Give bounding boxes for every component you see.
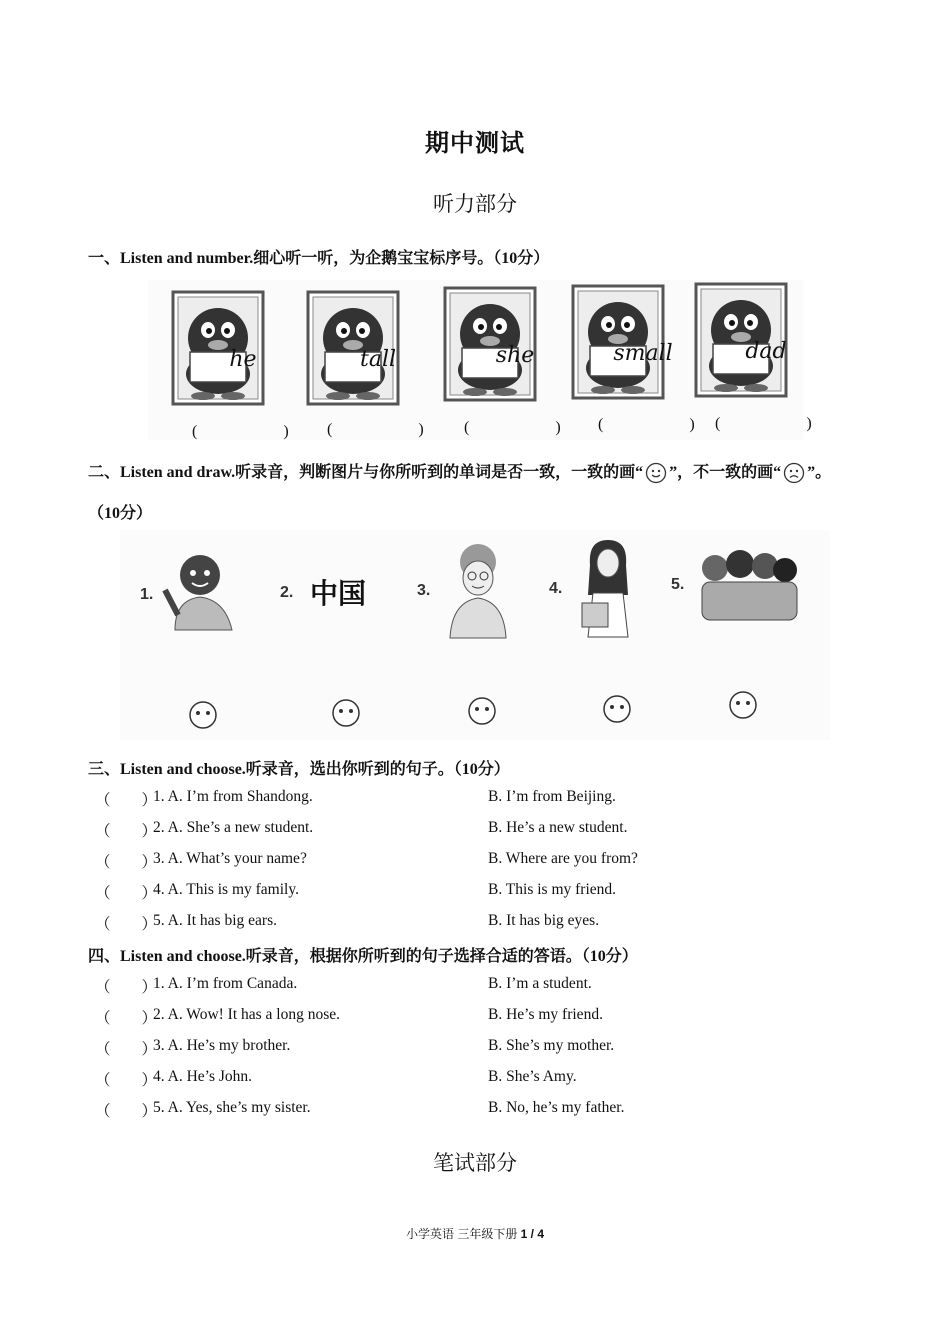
option-a: 5. A. It has big ears. bbox=[153, 912, 277, 929]
question-row bbox=[95, 975, 875, 999]
question-row bbox=[95, 850, 875, 874]
option-a: 4. A. This is my family. bbox=[153, 881, 299, 898]
option-a: 2. A. She’s a new student. bbox=[153, 819, 314, 836]
item-number: 5. bbox=[671, 576, 685, 593]
children-group-picture bbox=[690, 540, 800, 625]
option-b: B. This is my friend. bbox=[488, 881, 617, 898]
answer-blank[interactable]: ( ) bbox=[715, 415, 830, 432]
question-row bbox=[95, 819, 875, 843]
section1-heading: 一、Listen and number.细心听一听，为企鹅宝宝标序号。（10分） bbox=[88, 250, 550, 267]
question-row bbox=[95, 1006, 875, 1030]
smiley-face-icon[interactable] bbox=[602, 694, 632, 724]
option-b: B. Where are you from? bbox=[488, 850, 638, 867]
draw-pictures-panel bbox=[120, 530, 830, 740]
answer-blank[interactable]: （ ） bbox=[95, 1072, 158, 1089]
smiley-face-icon[interactable] bbox=[331, 698, 361, 728]
smiley-face-icon[interactable] bbox=[728, 690, 758, 720]
sad-face-icon bbox=[783, 462, 805, 484]
option-a: 1. A. I’m from Canada. bbox=[153, 975, 298, 992]
answer-blank[interactable]: （ ） bbox=[95, 1041, 158, 1058]
option-b: B. She’s my mother. bbox=[488, 1037, 615, 1054]
option-b: B. No, he’s my father. bbox=[488, 1099, 625, 1116]
section2-score: （10分） bbox=[88, 505, 153, 522]
answer-blank[interactable]: （ ） bbox=[95, 823, 158, 840]
footer-text: 小学英语 三年级下册 bbox=[405, 1227, 521, 1241]
option-b: B. He’s a new student. bbox=[488, 819, 628, 836]
answer-blank[interactable]: （ ） bbox=[95, 916, 158, 933]
option-a: 3. A. What’s your name? bbox=[153, 850, 307, 867]
answer-blank[interactable]: （ ） bbox=[95, 1010, 158, 1027]
answer-blank[interactable]: ( ) bbox=[598, 416, 713, 433]
question-row bbox=[95, 1037, 875, 1061]
option-a: 5. A. Yes, she’s my sister. bbox=[153, 1099, 311, 1116]
woman-picture bbox=[568, 535, 648, 640]
smiley-face-icon[interactable] bbox=[467, 696, 497, 726]
item-number: 4. bbox=[549, 580, 563, 597]
penguin-cards-panel bbox=[148, 280, 830, 440]
option-a: 3. A. He’s my brother. bbox=[153, 1037, 291, 1054]
answer-blank[interactable]: ( ) bbox=[464, 419, 579, 436]
page-number: 1 / 4 bbox=[520, 1227, 545, 1241]
smiley-face-icon[interactable] bbox=[188, 700, 218, 730]
card-word: small bbox=[613, 341, 673, 366]
question-row bbox=[95, 1068, 875, 1092]
page-footer bbox=[0, 1225, 950, 1242]
card-word: she bbox=[495, 343, 535, 368]
answer-blank[interactable]: ( ) bbox=[192, 423, 307, 440]
option-a: 4. A. He’s John. bbox=[153, 1068, 253, 1085]
china-characters: 中国 bbox=[310, 577, 367, 610]
answer-blank[interactable]: （ ） bbox=[95, 885, 158, 902]
smiley-face-icon bbox=[645, 462, 667, 484]
question-row bbox=[95, 912, 875, 936]
answer-blank[interactable]: ( ) bbox=[327, 421, 442, 438]
answer-blank[interactable]: （ ） bbox=[95, 979, 158, 996]
item-number: 2. bbox=[280, 584, 294, 601]
question-row bbox=[95, 1099, 875, 1123]
card-word: dad bbox=[745, 339, 787, 364]
writing-part-title: 笔试部分 bbox=[433, 1151, 517, 1175]
question-row bbox=[95, 881, 875, 905]
grandma-picture bbox=[438, 540, 518, 640]
answer-blank[interactable]: （ ） bbox=[95, 1103, 158, 1120]
page-title: 期中测试 bbox=[425, 131, 525, 157]
item-number: 1. bbox=[140, 586, 154, 603]
option-b: B. He’s my friend. bbox=[488, 1006, 603, 1023]
item-number: 3. bbox=[417, 582, 431, 599]
option-a: 1. A. I’m from Shandong. bbox=[153, 788, 313, 805]
answer-blank[interactable]: （ ） bbox=[95, 854, 158, 871]
option-a: 2. A. Wow! It has a long nose. bbox=[153, 1006, 341, 1023]
question-row bbox=[95, 788, 875, 812]
section2-heading: 二、Listen and draw.听录音，判断图片与你所听到的单词是否一致，一致的画“ ”，不一致的画“ ”。 bbox=[88, 459, 831, 484]
section3-heading: 三、Listen and choose.听录音，选出你听到的句子。（10分） bbox=[88, 761, 510, 778]
option-b: B. It has big eyes. bbox=[488, 912, 600, 929]
option-b: B. She’s Amy. bbox=[488, 1068, 577, 1085]
section4-heading: 四、Listen and choose.听录音，根据你所听到的句子选择合适的答语。（10分） bbox=[88, 948, 638, 965]
boy-picture bbox=[160, 545, 250, 635]
option-b: B. I’m from Beijing. bbox=[488, 788, 616, 805]
card-word: he bbox=[229, 347, 257, 372]
answer-blank[interactable]: （ ） bbox=[95, 792, 158, 809]
listening-part-title: 听力部分 bbox=[433, 192, 517, 216]
card-word: tall bbox=[359, 347, 397, 372]
option-b: B. I’m a student. bbox=[488, 975, 592, 992]
